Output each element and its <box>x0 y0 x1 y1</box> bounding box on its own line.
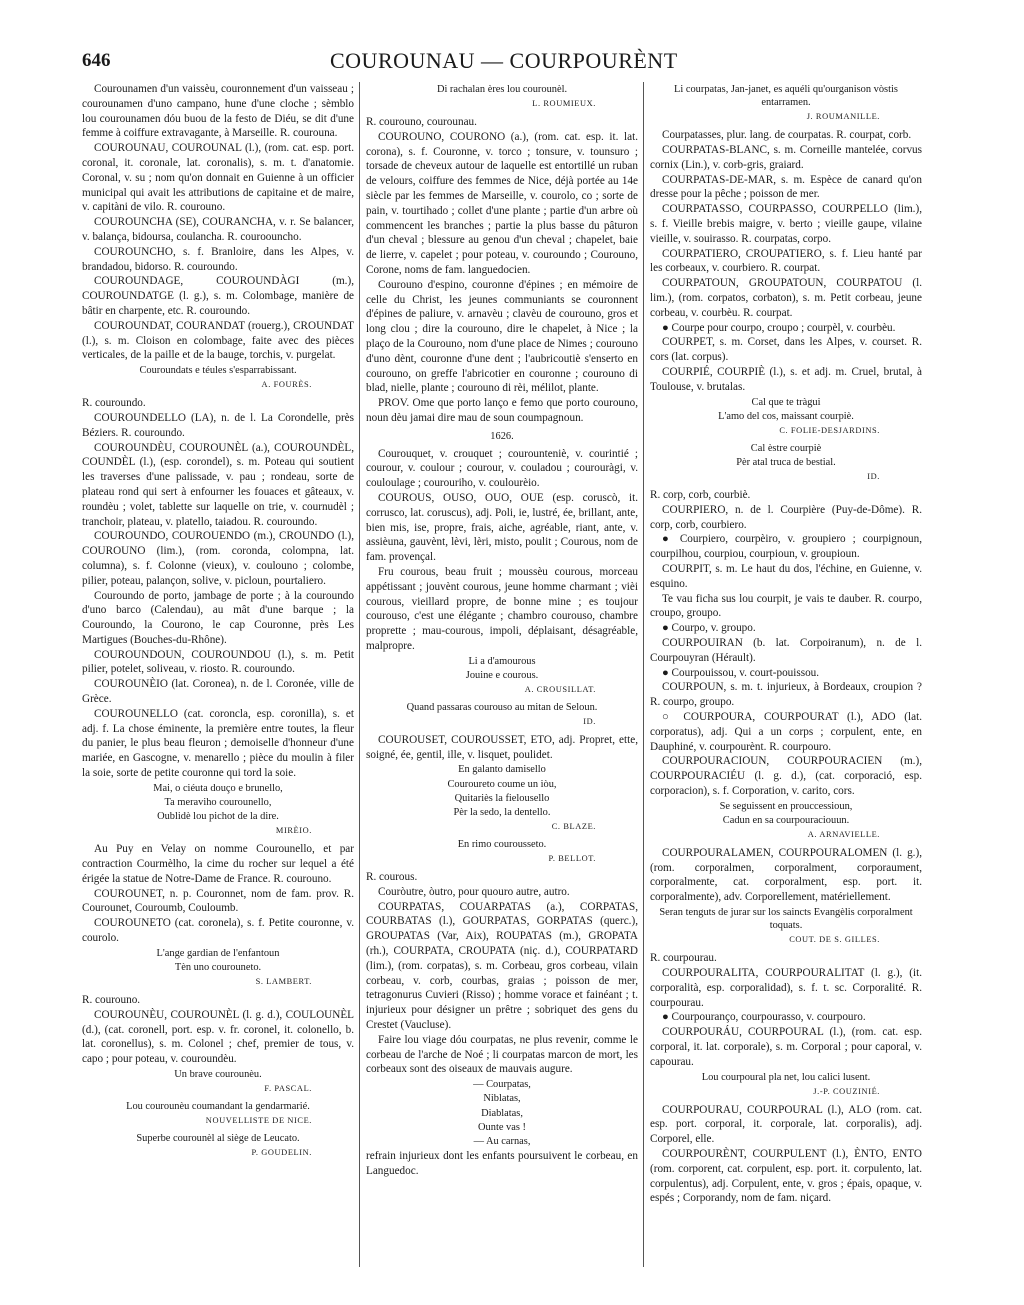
citation-attribution: C. BLAZE. <box>551 822 596 832</box>
citation-quote: Seran tenguts de jurar sur los saincts Evangèlis corporalment toquats. <box>659 907 913 932</box>
citation-quote: Jouine e courous. <box>465 669 539 681</box>
citation-attribution: P. GOUDELIN. <box>251 1148 312 1158</box>
page-number: 646 <box>82 50 111 71</box>
citation-quote: Superbe courounèl al siège de Leucato. <box>136 1133 300 1145</box>
dictionary-entry: Courouquet, v. crouquet ; courounteniè, v. courintié ; courour, v. coulour ; courour, v. couladou ; courouràgi, v. couloulage ; courouriho, v. coulourèio. <box>366 447 638 490</box>
citation-quote: Lou courounèu coumandant la gendarmarié. <box>126 1101 310 1113</box>
dictionary-entry: Fru courous, beau fruit ; moussèu courous, morceau appétissant ; jouvènt courous, jeune homme charmant ; vièi courous, vieillard propre, de bonne mine ; es toujour courouso, c'est une élégante ; chambro courouso, chambre proprette ; mau-courous, impoli, déplaisant, désagréable, malpropre. <box>366 565 638 652</box>
citation-quote: Diablatas, <box>481 1107 523 1119</box>
dictionary-entry: COURPATIERO, CROUPATIERO, s. f. Lieu hanté par les corbeaux, v. courbiero. R. courpat. <box>650 247 922 275</box>
dictionary-entry: COURPOURÈNT, COURPULENT (l.), ÈNTO, ENTO (rom. corporent, cat. corpulent, esp. port. it. corpulento, lat. corpulentus), adj. Corpulent, ente, v. gros ; épais, opaque, v. espés ; Corporandy, nom de fam. niçard. <box>650 1148 922 1205</box>
citation-quote: Niblatas, <box>483 1093 521 1105</box>
dictionary-entry: COURPOURALITA, COURPOURALITAT (l. g.), (it. corporalità, esp. corporalidad), s. f. t. sc. Corporalité. R. courpourau. <box>650 967 922 1009</box>
citation-attribution: J. ROUMANILLE. <box>806 112 880 122</box>
dictionary-entry: Courpatasses, plur. lang. de courpatas. R. courpat, corb. <box>662 129 912 142</box>
dictionary-entry: COUROUNDO, COUROUENDO (m.), CROUNDO (l.), COUROUNO (lim.), (rom. coronda, colompna, lat. columna), s. f. Colonne (vieux), v. coulouno ; colombe, pilier, poteau, palançon, solive, v. picloun, pourtaliero. <box>82 530 354 587</box>
column-divider <box>643 82 644 1267</box>
citation-quote: Cal èstre courpiè <box>750 442 822 454</box>
citation-attribution: J.-P. COUZINIÉ. <box>813 1086 880 1096</box>
citation-quote: L'amo del cos, maissant courpiè. <box>718 410 854 422</box>
citation-quote: Cal que te tràgui <box>751 396 821 408</box>
dictionary-entry: COUROUNETO (cat. coronela), s. f. Petite couronne, v. courolo. <box>82 917 354 945</box>
citation-quote: Pèr atal truca de bestial. <box>736 456 836 468</box>
dictionary-entry: COURPOURACIOUN, COURPOURACIEN (m.), COURPOURACIÉU (l. g. d.), (cat. corporació, esp. corporacion), s. f. Corporation, v. carito, cors. <box>650 755 922 797</box>
dictionary-entry: COUROUNAU, COUROUNAL (l.), (rom. cat. esp. port. coronal, it. coronale, lat. coronalis), s. m. t. d'anatomie. Coronal, v. su ; nom qu'on donnait en Guienne à un officier municipal qui avait les attributions de capitaine et de maire, v. capitàni de vilo. R. courouno. <box>82 142 354 214</box>
dictionary-entry: PROV. Ome que porto lanço e femo que porto courouno, noun dèu jamai dire mau de soun coumpagnoun. <box>366 397 638 424</box>
dictionary-entry: COURPET, s. m. Corset, dans les Alpes, v. courset. R. cors (lat. corpus). <box>650 336 922 364</box>
citation-quote: L'ange gardian de l'enfantoun <box>156 947 280 959</box>
dictionary-entry: COUROUSET, COUROUSSET, ETO, adj. Propret, ette, soigné, ée, gentil, ille, v. lisquet, poulidet. <box>366 733 638 761</box>
citation-attribution: COUT. DE S. GILLES. <box>789 935 880 945</box>
dictionary-entry: Couroundo de porto, jambage de porte ; à la couroundo d'uno barco (Calendau), au mât d'une barque ; la Couroundo, la Courono, le cap Couronne, près Les Martigues (Bouches-du-Rhône). <box>82 589 354 646</box>
column-1 <box>82 82 354 1267</box>
dictionary-entry: COURPIT, s. m. Le haut du dos, l'échine, en Guienne, v. esquino. <box>650 562 922 590</box>
dictionary-entry: COUROUS, OUSO, OUO, OUE (esp. coruscò, it. corrusco, lat. coruscus), adj. Poli, ie, lustré, ée, brillant, ante, bien mis, ise, propre, frais, aiche, agréable, riant, ante, v. assièuna, gauvènt, lèvi, lèri, misto, poulit ; Courous, nom de fam. provençal. <box>366 491 638 564</box>
citation-quote: Se seguissent en prouccessioun, <box>719 800 853 812</box>
dictionary-entry: Courounamen d'un vaissèu, couronnement d'un vaisseau ; courounamen d'uno campano, hune d'une cloche ; sèmblo lou courounamen dóu buou de la festo de Diéu, se dit d'une femme à coiffure extravagante, à Marseille. R. courouna. <box>82 83 354 140</box>
citation-attribution: F. PASCAL. <box>264 1084 312 1094</box>
dictionary-entry: COURPATAS, COUARPATAS (a.), CORPATAS, COURBATAS (l.), GOURPATAS, GORPATAS (querc.), GROUPATAS (Var, Aix), ROUPATAS (m.), GROPATA (rh.), COURPATA, CROUPATA (niç. d.), COURPATARD (lim.), (rom. corpatas), s. m. Corbeau, gros corbeau, vilain corbeau, v. corb, courbas, graias ; poisson de mer, tetragonurus Cuvieri (Risso) ; homme vorace et fainéant ; t. injurieux pour désigner un prêtre ; sobriquet des gens du Crestet (Vaucluse). <box>366 900 638 1032</box>
citation-attribution: A. CROUSILLAT. <box>524 685 596 695</box>
dictionary-entry: R. couroundo. <box>82 397 146 410</box>
dictionary-entry: ○ COURPOURA, COURPOURAT (l.), ADO (lat. corporatus), adj. Qui a un corps ; corpulent, ente, en Dauphiné, v. courpourènt. R. courpouro. <box>650 710 922 753</box>
citation-attribution: NOUVELLISTE DE NICE. <box>205 1116 312 1126</box>
dictionary-entry: R. courouno, courounau. <box>366 116 477 128</box>
dictionary-entry: R. corp, corb, courbiè. <box>650 488 751 501</box>
dictionary-entry: COURPOURALAMEN, COURPOURALOMEN (l. g.), (rom. corporalmen, corporalment, corporaument, corporalmente, cat. corporalment, esp. port. it. corporalmente), adv. Corporellement, matériellement. <box>650 846 922 904</box>
citation-quote: Pèr la sedo, la dentello. <box>453 807 551 819</box>
citation-attribution: L. ROUMIEUX. <box>532 99 596 109</box>
citation-quote: Lou courpoural pla net, lou calici lusent. <box>701 1071 871 1083</box>
dictionary-entry: COURPOUN, s. m. t. injurieux, à Bordeaux, croupion ? R. courpo, groupo. <box>650 681 922 709</box>
dictionary-entry: COUROUNÈU, COUROUNÈL (l. g. d.), COULOUNÈL (d.), (cat. coronell, port. esp. v. fr. coronel, it. colonello, b. lat. coronellus), s. m. Colonel ; chef, premier de tous, v. capo ; pour poteau, v. couroundèu. <box>82 1008 354 1066</box>
dictionary-entry: Courouno d'espino, couronne d'épines ; en mémoire de celle du Christ, les jeunes communiants se couronnent d'épines de paliure, v. arnavèu ; clavèu de courouno, gros et long clou ; dire la courouno, dire le chapelet, à Nice ; la plaço de la Courouno, nom d'une place de Nimes ; courouno d'uno dènt, couronne d'une dent ; l'aubricoutiè s'enserto en courouno, on greffe l'abricotier en couronne ; courouno di blad, nielle, plante ; courouno di rèi, mélilot, plante. <box>366 278 638 395</box>
dictionary-entry: ● Courpo, v. groupo. <box>662 622 756 635</box>
dictionary-entry: COURPATOUN, GROUPATOUN, COURPATOU (l. lim.), (rom. corpatos, corbaton), s. m. Petit corbeau, jeune corbeau, v. courbèu. R. courpat. <box>650 277 922 319</box>
citation-quote: — Courpatas, <box>473 1079 531 1091</box>
dictionary-entry: COURPOURAU, COURPOURAL (l.), ALO (rom. cat. esp. port. corporal, it. corporale, lat. corporalis), adj. Corporel, elle. <box>650 1103 922 1146</box>
citation-quote: Quand passaras courouso au mitan de Seloun. <box>406 701 598 713</box>
dictionary-entry: ● Courpe pour courpo, croupo ; courpèl, v. courbèu. <box>662 321 896 334</box>
dictionary-entry: COUROUNELLO (cat. coroncla, esp. coronilla), s. et adj. f. La chose éminente, la première entre toutes, la fleur du panier, le plus beau fleuron ; demoiselle d'honneur d'une mariée, en Gascogne, v. menarello ; pièce du moulin à filer la soie, sorte de petite couronne qui tord la soie. <box>82 707 354 780</box>
dictionary-entry: COURPATAS-BLANC, s. m. Corneille mantelée, corvus cornix (Lin.), v. corb-gris, graiard. <box>650 144 922 171</box>
citation-attribution: P. BELLOT. <box>548 854 596 864</box>
citation-attribution: ID. <box>583 717 596 727</box>
dictionary-entry: COURPOUIRAN (b. lat. Corpoiranum), n. de l. Courpouyran (Hérault). <box>650 636 922 664</box>
dictionary-entry: ● Courpiero, courpèiro, v. groupiero ; courpignoun, courpilhou, courpiou, courpioun, v. groupioun. <box>650 533 922 561</box>
column-divider <box>359 82 360 1267</box>
citation-quote: Ounte vas ! <box>478 1121 526 1133</box>
section-number: 1626. <box>490 430 514 442</box>
column-2 <box>366 82 638 1267</box>
dictionary-entry: COURPIERO, n. de l. Courpière (Puy-de-Dôme). R. corp, corb, courbiero. <box>650 503 922 531</box>
citation-quote: Tèn uno courouneto. <box>174 962 262 974</box>
dictionary-entry: Au Puy en Velay on nomme Courounello, et par contraction Courmèlho, la cime du rocher sur lequel a été érigée la statue de Notre-Dame de France. R. courouno. <box>82 843 354 885</box>
dictionary-entry: COUROUNET, n. p. Couronnet, nom de fam. prov. R. Courounet, Couroumb, Couloumb. <box>82 887 354 915</box>
citation-quote: — Au carnas, <box>473 1136 531 1148</box>
dictionary-entry: R. courouno. <box>82 994 141 1007</box>
dictionary-entry: COUROUNDÈU, COUROUNÈL (a.), COUROUNDÈL, COUNDÈL (l.), (esp. corondel), s. m. Poteau qui soutient les traverses d'une palissade, v. pau ; rondeau, sorte de plateau rond qui sert à enfourner les fouaces et gâteaux, v. roundèu ; volet, tablette sur laquelle on trie, v. cournudèl ; tranchoir, plateau, v. platello, taiadou. R. couroundo. <box>82 441 354 528</box>
citation-attribution: A. FOURÈS. <box>261 380 312 390</box>
dictionary-entry: Couròutre, òutro, pour quouro autre, autro. <box>378 885 570 898</box>
dictionary-entry: COUROUNO, COURONO (a.), (rom. cat. esp. it. lat. corona), s. f. Couronne, v. torco ; tonsure, v. tounsuro ; torsade de cheveux autour de laquelle est entortillé un ruban de velours, coiffure des femmes de Nice, déjà portée au 14e siècle par les femmes de Marseille, v. courolo, co ; sorte de pain, v. tourtihado ; collet d'une plante ; partie d'un arbre où commencent les branches ; partie la plus basse du pâturon d'un cheval ; blessure au genou d'un cheval ; chapelet, baie de lierre, v. capelet ; pour poteau, v. couroundo ; Courouno, Corone, noms de fam. languedocien. <box>366 130 638 276</box>
dictionary-entry: COUROUNDOUN, COUROUNDOU (l.), s. m. Petit pilier, potelet, soliveau, v. riosto. R. couroundo. <box>82 648 354 676</box>
dictionary-entry: R. courpourau. <box>650 952 717 965</box>
dictionary-entry: Te vau ficha sus lou courpit, je vais te dauber. R. courpo, croupo, groupo. <box>650 592 922 620</box>
dictionary-entry: Faire lou viage dóu courpatas, ne plus revenir, comme le corbeau de l'arche de Noé ; li courpatas marcon de mort, les corbeaux sont des oiseaux de mauvais augure. <box>366 1033 638 1076</box>
running-head: COUROUNAU — COURPOURÈNT <box>330 48 678 73</box>
dictionary-entry: COUROUNDAT, COURANDAT (rouerg.), CROUNDAT (l.), s. m. Cloison en colombage, faite avec des pièces verticales, de la paille et de la bauge, torchis, v. purgelat. <box>82 319 354 362</box>
column-3 <box>650 82 922 1267</box>
dictionary-entry: COURPATASSO, COURPASSO, COURPELLO (lim.), s. f. Vieille brebis maigre, v. berto ; vieille gaupe, vilaine vieille, v. souirasso. R. courpatas, corpo. <box>650 203 922 245</box>
dictionary-entry: ● Courpouissou, v. court-pouissou. <box>662 666 820 679</box>
citation-quote: Quitariès la fielousello <box>454 792 550 804</box>
dictionary-entry: COUROUNCHO, s. f. Branloire, dans les Alpes, v. brandadou, bidorso. R. couroundo. <box>82 245 354 273</box>
citation-quote: Cadun en sa courpouraciouun. <box>722 814 850 826</box>
citation-quote: En galanto damisello <box>458 764 546 776</box>
dictionary-entry: COURPATAS-DE-MAR, s. m. Espèce de canard qu'on dresse pour la pêche ; poisson de mer. <box>650 173 922 201</box>
citation-quote: Ta meraviho courounello, <box>164 797 272 809</box>
citation-quote: Mai, o ciéuta douço e brunello, <box>153 782 283 794</box>
dictionary-entry: COURPIÉ, COURPIÈ (l.), s. et adj. m. Cruel, brutal, à Toulouse, v. brutalas. <box>650 365 922 393</box>
citation-quote: Di rachalan ères lou courounèl. <box>436 84 568 95</box>
dictionary-entry: COUROUNDAGE, COUROUNDÀGI (m.), COUROUNDATGE (l. g.), s. m. Colombage, manière de bâtir en charpente, etc. R. couroundo. <box>82 275 354 317</box>
dictionary-entry: ● Courpouranço, courpourasso, v. courpouro. <box>662 1011 866 1024</box>
citation-quote: Couroureto coume un iòu, <box>447 778 557 790</box>
dictionary-entry: COURPOURÁU, COURPOURAL (l.), (rom. cat. esp. corporal, it. lat. corporale), s. m. Corporal ; pour caporal, v. capourau. <box>650 1026 922 1068</box>
citation-attribution: ID. <box>867 472 880 482</box>
citation-quote: En rimo courousseto. <box>457 839 547 851</box>
citation-attribution: MIRÈIO. <box>275 826 312 836</box>
citation-quote: Li a d'amourous <box>468 655 536 667</box>
dictionary-entry: COUROUNÈIO (lat. Coronea), n. de l. Coronée, ville de Grèce. <box>82 678 354 706</box>
dictionary-entry: R. courous. <box>366 871 418 884</box>
citation-attribution: S. LAMBERT. <box>255 977 312 987</box>
citation-attribution: C. FOLIE-DESJARDINS. <box>779 425 880 435</box>
dictionary-entry: COUROUNCHA (SE), COURANCHA, v. r. Se balancer, v. balança, bidoursa, coulancha. R. couroouncho. <box>82 216 354 243</box>
citation-quote: Un brave courounèu. <box>174 1069 262 1081</box>
citation-quote: Couroundats e téules s'esparrabissant. <box>139 365 297 377</box>
citation-attribution: A. ARNAVIELLE. <box>807 830 880 840</box>
citation-quote: Li courpatas, Jan-janet, es aquéli qu'ourganison vòstis entarramen. <box>674 84 898 109</box>
citation-quote: Oublidè lou pichot de la dire. <box>157 811 279 823</box>
dictionary-entry: refrain injurieux dont les enfants poursuivent le corbeau, en Languedoc. <box>366 1150 638 1178</box>
dictionary-entry: COUROUNDELLO (LA), n. de l. La Corondelle, près Béziers. R. couroundo. <box>82 411 354 439</box>
